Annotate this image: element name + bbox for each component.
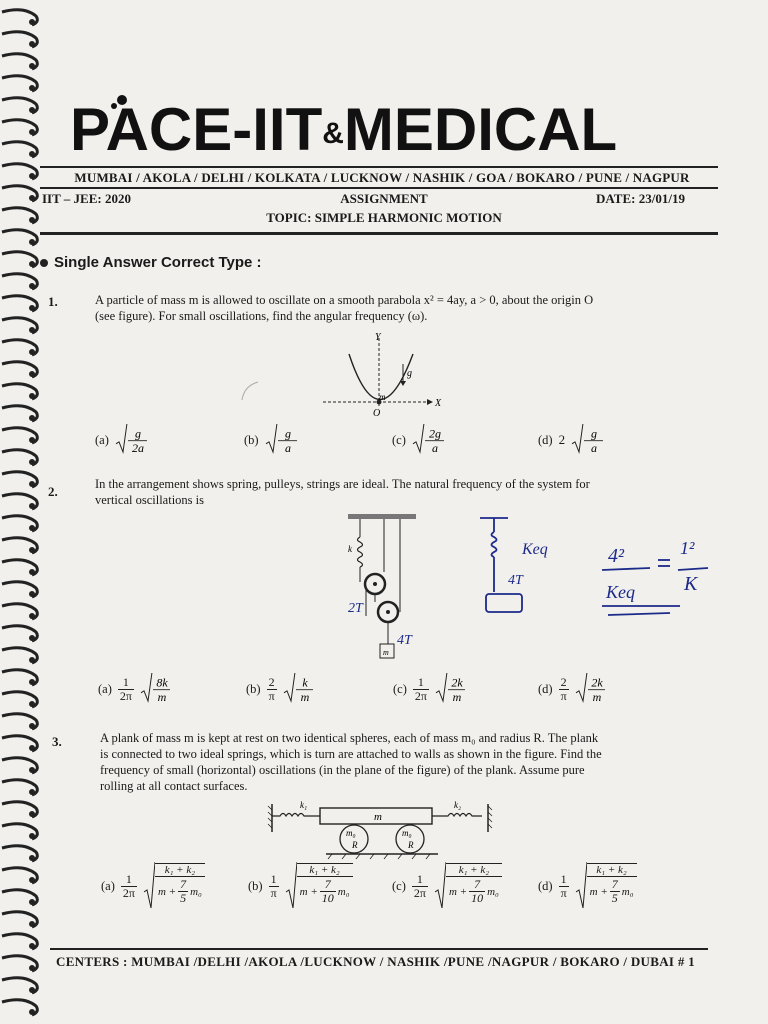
punch-hole bbox=[29, 811, 35, 817]
origin-label: O bbox=[373, 408, 381, 419]
gravity-label: g bbox=[407, 368, 412, 379]
punch-hole bbox=[29, 525, 35, 531]
question-2-option-d[interactable]: (d) 2 π 2k m bbox=[538, 673, 609, 705]
footer-rule bbox=[50, 948, 708, 950]
header-rule-mid bbox=[40, 187, 718, 189]
punch-hole bbox=[29, 855, 35, 861]
handwritten-4t-lower bbox=[395, 628, 435, 650]
svg-text:4T: 4T bbox=[397, 633, 412, 648]
punch-hole bbox=[29, 371, 35, 377]
header-rule-top bbox=[40, 166, 718, 168]
question-3-option-b[interactable]: (b) 1 π k₁ + k₂ m + $\frac{7}{10}$ m₀ bbox=[248, 862, 353, 910]
sphere-r-label-left: R bbox=[352, 840, 358, 850]
note-2t: 2T bbox=[348, 601, 363, 616]
spring-k-label: k bbox=[348, 544, 352, 554]
punch-hole bbox=[29, 701, 35, 707]
sphere-r-label-right: R bbox=[408, 840, 414, 850]
punch-hole bbox=[29, 283, 35, 289]
note-eq-right-den: K bbox=[684, 573, 698, 595]
punch-hole bbox=[29, 327, 35, 333]
page-number: # 1 bbox=[677, 954, 695, 969]
punch-hole bbox=[29, 943, 35, 949]
spiral-binding bbox=[0, 0, 52, 1024]
punch-hole bbox=[29, 877, 35, 883]
question-1-figure bbox=[315, 330, 445, 420]
handwritten-notes bbox=[340, 510, 720, 630]
spring-k1-label: k₁ bbox=[300, 800, 308, 810]
spring-k2-label: k₂ bbox=[454, 800, 462, 810]
logo-ampersand: & bbox=[322, 117, 344, 151]
question-1-option-d[interactable]: (d) 2 g a bbox=[538, 424, 607, 456]
svg-text:m: m bbox=[300, 690, 309, 705]
note-eq-left-num: 4² bbox=[608, 545, 624, 567]
question-1-option-a[interactable]: (a) g 2a bbox=[95, 424, 151, 456]
punch-hole bbox=[29, 173, 35, 179]
punch-hole bbox=[29, 393, 35, 399]
svg-text:a: a bbox=[591, 441, 598, 456]
question-2-text: In the arrangement shows spring, pulleys, strings are ideal. The natural frequency of the system for vertical oscillations is bbox=[95, 477, 590, 507]
question-3-number: 3. bbox=[52, 734, 62, 749]
question-3-option-d[interactable]: (d) 1 π k₁ + k₂ m + $\frac{7}{5}$ m₀ bbox=[538, 862, 637, 910]
punch-hole bbox=[29, 349, 35, 355]
question-2-option-b[interactable]: (b) 2 π k m bbox=[246, 673, 317, 705]
svg-text:a: a bbox=[431, 441, 438, 456]
punch-hole bbox=[29, 503, 35, 509]
question-1-option-c[interactable]: (c) 2g a bbox=[392, 424, 448, 456]
punch-hole bbox=[29, 459, 35, 465]
punch-hole bbox=[29, 261, 35, 267]
svg-text:a: a bbox=[284, 441, 291, 456]
punch-hole bbox=[29, 151, 35, 157]
punch-hole bbox=[29, 85, 35, 91]
pencil-mark bbox=[238, 378, 268, 408]
logo-main: PACE-IIT bbox=[70, 96, 323, 163]
svg-text:8k: 8k bbox=[156, 675, 168, 690]
date-label: DATE: 23/01/19 bbox=[596, 191, 685, 206]
punch-hole bbox=[29, 547, 35, 553]
note-keq: Keq bbox=[522, 541, 548, 558]
sphere-m0-label-right: m₀ bbox=[402, 828, 412, 838]
punch-hole bbox=[29, 569, 35, 575]
cities-line: MUMBAI / AKOLA / DELHI / KOLKATA / LUCKNOW / NASHIK / GOA / BOKARO / PUNE / NAGPUR bbox=[74, 170, 690, 185]
svg-text:g: g bbox=[284, 426, 291, 441]
plank-m-label: m bbox=[374, 811, 382, 823]
svg-text:m: m bbox=[452, 690, 462, 705]
svg-text:k: k bbox=[301, 675, 308, 690]
punch-hole bbox=[29, 767, 35, 773]
exam-label: IIT – JEE: 2020 bbox=[42, 191, 131, 206]
punch-hole bbox=[29, 41, 35, 47]
svg-text:m: m bbox=[592, 690, 601, 705]
punch-hole bbox=[29, 965, 35, 971]
punch-hole bbox=[29, 745, 35, 751]
punch-hole bbox=[29, 833, 35, 839]
question-3-figure bbox=[266, 796, 494, 862]
punch-hole bbox=[29, 63, 35, 69]
punch-hole bbox=[29, 1009, 35, 1015]
mass-label: m bbox=[379, 392, 386, 402]
punch-hole bbox=[29, 437, 35, 443]
svg-text:g: g bbox=[134, 426, 141, 441]
punch-hole bbox=[29, 789, 35, 795]
punch-hole bbox=[29, 129, 35, 135]
svg-text:2k: 2k bbox=[590, 675, 603, 690]
question-2-number: 2. bbox=[48, 484, 58, 499]
note-4t: 4T bbox=[508, 573, 523, 588]
punch-hole bbox=[29, 899, 35, 905]
question-3-text: A plank of mass m is kept at rest on two identical spheres, each of mass m₀ and radius R. The plank is connected to two ideal springs, which is turn are attached to walls as shown in the figure. Find the frequency of small (horizontal) oscillations (in the plane of the figure) of the plank. Assume pure rolling at all contact surfaces. bbox=[100, 731, 602, 793]
note-eq-right-num: 1² bbox=[680, 538, 695, 558]
svg-text:m: m bbox=[157, 690, 167, 705]
punch-hole bbox=[29, 657, 35, 663]
logo-end: MEDICAL bbox=[343, 96, 618, 163]
punch-hole bbox=[29, 415, 35, 421]
question-1-text: A particle of mass m is allowed to oscillate on a smooth parabola x² = 4ay, a > 0, about the origin O (see figure). For small oscillations, find the angular frequency (ω). bbox=[95, 293, 594, 323]
svg-text:2g: 2g bbox=[428, 426, 441, 441]
institute-logo bbox=[70, 96, 618, 163]
punch-hole bbox=[29, 481, 35, 487]
question-2-option-c[interactable]: (c) 1 2π 2k m bbox=[393, 673, 469, 705]
punch-hole bbox=[29, 679, 35, 685]
question-3-option-a[interactable]: (a) 1 2π k₁ + k₂ m + $\frac{7}{5}$ m₀ bbox=[101, 862, 205, 910]
question-3-option-c[interactable]: (c) 1 2π k₁ + k₂ m + $\frac{7}{10}$ m₀ bbox=[392, 862, 502, 910]
punch-hole bbox=[29, 613, 35, 619]
svg-text:g: g bbox=[591, 426, 598, 441]
question-1-option-b[interactable]: (b) g a bbox=[244, 424, 301, 456]
doc-type: ASSIGNMENT bbox=[340, 191, 428, 206]
svg-text:2a: 2a bbox=[131, 441, 144, 456]
punch-hole bbox=[29, 921, 35, 927]
sphere-m0-label-left: m₀ bbox=[346, 828, 356, 838]
punch-hole bbox=[29, 107, 35, 113]
footer-centers: CENTERS : MUMBAI /DELHI /AKOLA /LUCKNOW / NASHIK /PUNE /NAGPUR / BOKARO / DUBAI # 1 bbox=[56, 954, 695, 969]
punch-hole bbox=[29, 723, 35, 729]
punch-hole bbox=[29, 987, 35, 993]
punch-hole bbox=[29, 305, 35, 311]
svg-text:2k: 2k bbox=[451, 675, 463, 690]
punch-hole bbox=[29, 635, 35, 641]
topic-title: TOPIC: SIMPLE HARMONIC MOTION bbox=[266, 210, 502, 225]
bullet-icon bbox=[40, 259, 48, 267]
punch-hole bbox=[29, 19, 35, 25]
punch-hole bbox=[29, 591, 35, 597]
section-title: Single Answer Correct Type : bbox=[40, 254, 262, 271]
note-eq-left-den: Keq bbox=[606, 582, 635, 602]
block-m-label: m bbox=[383, 648, 389, 657]
axis-x-label: X bbox=[435, 398, 442, 409]
question-2-option-a[interactable]: (a) 1 2π 8k m bbox=[98, 673, 174, 705]
punch-hole bbox=[29, 239, 35, 245]
header-rule-bottom bbox=[40, 232, 718, 235]
axis-y-label: Y bbox=[375, 332, 381, 343]
question-1-number: 1. bbox=[48, 294, 58, 309]
